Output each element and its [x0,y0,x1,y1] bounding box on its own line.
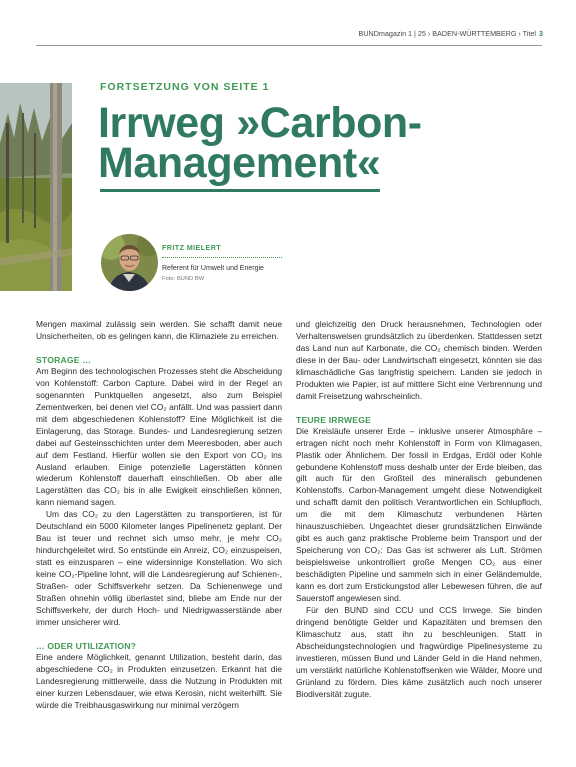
running-header-text: BUNDmagazin 1 | 25 › BADEN-WÜRTTEMBERG › Titel [358,29,536,38]
header-divider [36,45,542,46]
article-title [98,99,518,187]
author-name: FRITZ MIELERT [162,243,222,252]
title-line-1: Irrweg »Carbon- [98,99,422,147]
paragraph-teure-1: Die Kreisläufe unserer Erde – inklusive unserer Atmosphäre – ertragen nicht noch mehr Kohlenstoff in Form von Klimagasen, Plastik oder Ähnlichem. Der fossil in Erdgas, Erdöl oder Kohle gebundene Kohlenstoff muss deshalb unter der Erde bleiben, das gilt auch für den Großteil des mineralisch gebundenen Kohlenstoffs. Carbon-Management umgeht diese Notwendigkeit und schafft damit den politisch Verantwortlichen ein Schlupfloch, um die mit dem Klimaschutz verbundenen Härten hinauszuschieben. Ungeachtet dieser grundsätzlichen Einwände gibt es auch ganz praktische Probleme beim Transport und der Speicherung von CO₂: Das Gas ist schwerer als Luft. Strömen beispielsweise unkontrolliert große Mengen CO₂ aus einer beschädigten Pipeline und sammeln sich in einer Geländemulde, kann es dort zum Erstickungstod aller Lebewesen führen, die auf Sauerstoff angewiesen sind. [296,425,542,604]
author-divider [162,257,282,258]
paragraph-continued: und gleichzeitig den Druck herausnehmen, Technologien oder Verhaltensweisen grundsätzlich zu überdenken. Stattdessen setzt das Land nun auf Karbonate, die CO₂ chemisch binden. Werden diese in der Bau- oder Landwirtschaft eingesetzt, könnten sie das klimaschädliche Gas langfristig speichern. Landen sie jedoch in Produkten wie Papier, ist auf mittlere Sicht eine Verbrennung und damit Freisetzung wahrscheinlich. [296,319,542,401]
page-number: 3 [539,29,543,38]
author-avatar [101,234,158,291]
article-column-left [36,319,282,712]
paragraph-storage-2: Um das CO₂ zu den Lagerstätten zu transportieren, ist für Deutschland ein 5000 Kilometer langes Pipelinenetz geplant. Der Bau ist teuer und rechnet sich umso mehr, je mehr CO₂ hindurchgeleitet wird. So entstünde ein Anreiz, CO₂ einzuspeisen, statt es einzusparen – eine widersinnige Konstellation. Wo sich keine CO₂-Pipeline lohnt, will die Landesregierung auf Schienen-, Straßen- oder Schiffsverkehr setzen. Da Schienenwege und Straßen ohnehin völlig überlastet sind, bliebe am Ende nur der Schiffsverkehr, der durch Hoch- und Niedrigwasserstände aber immer unsicherer wird. [36,509,282,627]
paragraph-storage-1: Am Beginn des technologischen Prozesses steht die Abscheidung von Kohlenstoff: Carbon Capture. Dabei wird in der Regel an sogenannten Punktquellen angesetzt, also zum Beispiel Zementwerken, bei denen viel CO₂ anfällt. Und was passiert dann mit dem abgeschiedenen Kohlenstoff? Eine Möglichkeit ist die Einlagerung, das Storage. Bundes- und Landesregierung setzen dabei auf Gesteinsschichten unter dem Meeresboden, aber auch auf dem Festland. Hierfür wollen sie den Export von CO₂ ins Ausland erlauben. Einige potenzielle Lagerstätten können wiederum Kohlenstoff dauerhaft einschließen. Ob aber alle Lagerstätten das CO₂ bis in alle Ewigkeit einschließen können, kann niemand sagen. [36,365,282,508]
paragraph-intro: Mengen maximal zulässig sein werden. Sie schafft damit neue Unsicherheiten, ob es gelingen kann, die Klimaziele zu erreichen. [36,319,282,341]
paragraph-utilization: Eine andere Möglichkeit, genannt Utilization, besteht darin, das abgeschiedene CO₂ in Produkten einzusetzen. Erkannt hat die Landesregierung mittlerweile, dass die Nutzung in Produkten mit einer kurzen Lebensdauer, wie etwa Kerosin, nicht weiterhilft. Sie würde die Treibhausgaswirkung nur minimal verzögern [36,651,282,710]
photo-credit: Foto: BUND BW [162,276,205,282]
running-header [359,29,543,38]
paragraph-teure-2: Für den BUND sind CCU und CCS Irrwege. Sie binden dringend benötigte Gelder und Kapazitäten und bremsen den Klimaschutz aus, statt ihn zu beschleunigen. Statt in Abscheidungstechnologien und fragwürdige Pipelinesysteme zu investieren, müssen Bund und Länder Geld in die Hand nehmen, um verstärkt natürliche Kohlenstoffsenken wie Wälder, Moore und Grünland zu fördern. Dies käme zusätzlich auch noch unserer Biodiversität zugute. [296,604,542,699]
title-underline [100,189,380,192]
article-column-right [296,319,542,701]
title-line-2: Management« [98,139,381,187]
heading-storage: STORAGE … [36,354,92,365]
heading-utilization: … ODER UTILIZATION? [36,640,137,651]
forest-photo [0,83,72,291]
continued-kicker: FORTSETZUNG VON SEITE 1 [100,81,270,93]
heading-teure-irrwege: TEURE IRRWEGE [296,414,372,425]
author-role: Referent für Umwelt und Energie [162,265,264,272]
